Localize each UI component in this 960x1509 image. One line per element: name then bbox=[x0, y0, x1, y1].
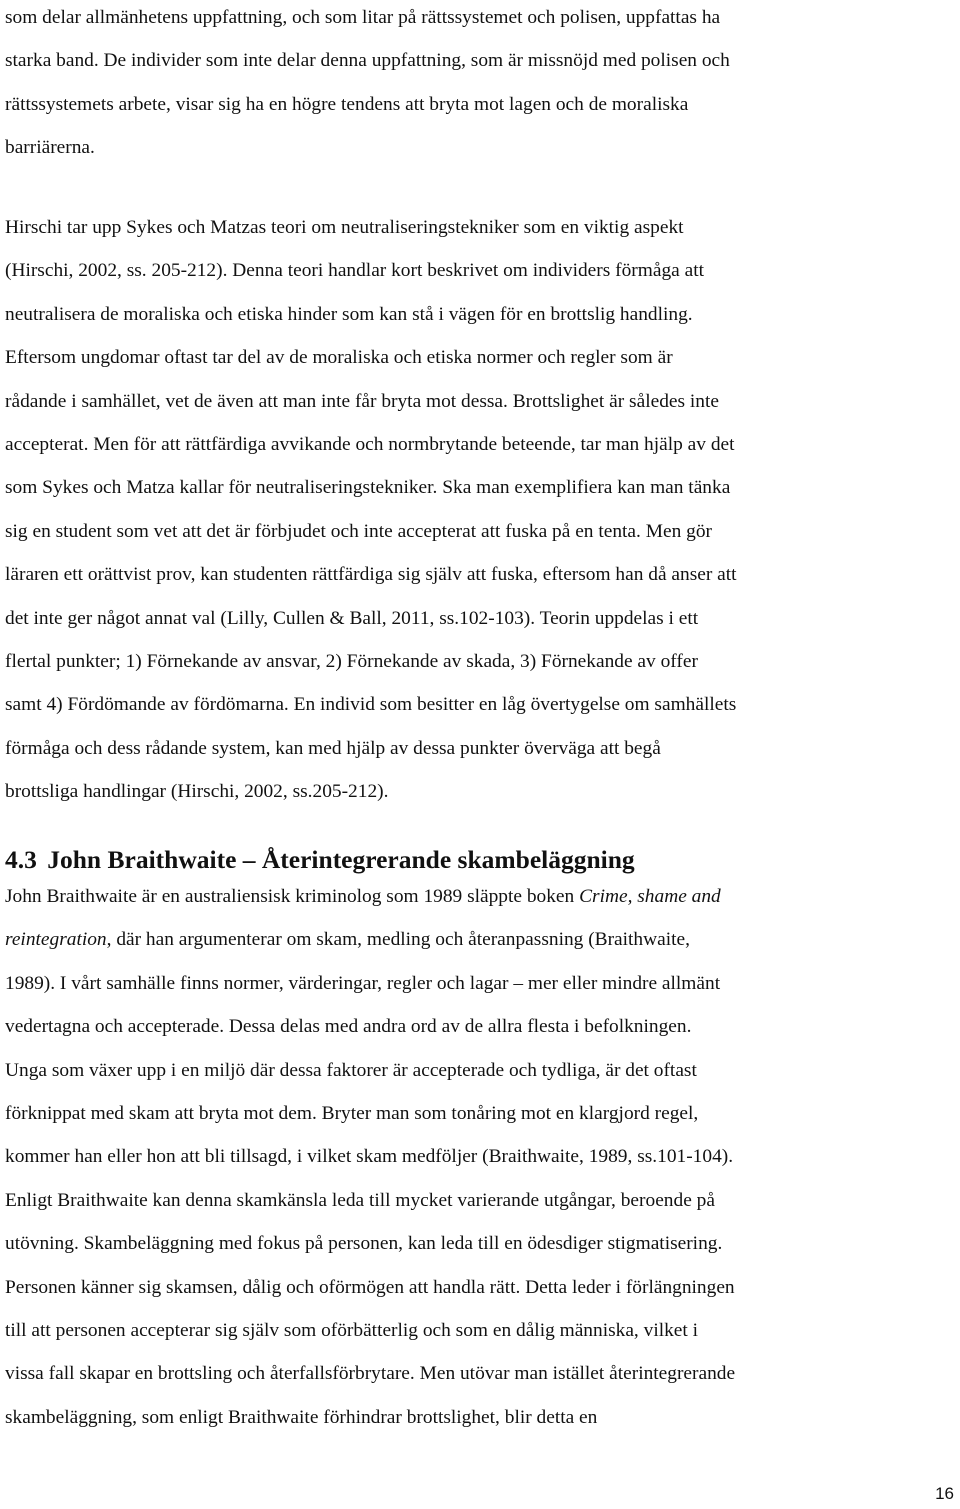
paragraph bbox=[5, 0, 955, 170]
text-line: barriärerna. bbox=[5, 137, 95, 159]
text-line: brottsliga handlingar (Hirschi, 2002, ss.205-212). bbox=[5, 781, 389, 803]
text-line: Enligt Braithwaite kan denna skamkänsla leda till mycket varierande utgångar, beroende på bbox=[5, 1189, 715, 1211]
text-line: vissa fall skapar en brottsling och återfallsförbrytare. Men utövar man istället återintegrerande bbox=[5, 1363, 736, 1385]
section-number: 4.3 bbox=[5, 845, 37, 874]
text-line: accepterat. Men för att rättfärdiga avvikande och normbrytande beteende, tar man hjälp av det bbox=[5, 434, 735, 456]
book-title: Crime, shame and bbox=[579, 886, 721, 907]
text-line: Hirschi tar upp Sykes och Matzas teori om neutraliseringstekniker som en viktig aspekt bbox=[5, 217, 684, 238]
text-line: sig en student som vet att det är förbjudet och inte accepterat att fuska på en tenta. Men gör bbox=[5, 520, 712, 542]
section-heading bbox=[5, 843, 955, 877]
text-line: flertal punkter; 1) Förnekande av ansvar, 2) Förnekande av skada, 3) Förnekande av offer bbox=[5, 651, 698, 673]
text-line: samt 4) Fördömande av fördömarna. En individ som besitter en låg övertygelse om samhällets bbox=[5, 694, 737, 716]
paragraph bbox=[5, 875, 955, 1439]
text-line bbox=[5, 918, 955, 961]
text-line: förknippat med skam att bryta mot dem. Bryter man som tonåring mot en klargjord regel, bbox=[5, 1103, 699, 1125]
text-line: vedertagna och accepterade. Dessa delas med andra ord av de allra flesta i befolkningen. bbox=[5, 1016, 692, 1038]
section-title: John Braithwaite – Återintegrerande skambeläggning bbox=[47, 845, 635, 874]
text-line: (Hirschi, 2002, ss. 205-212). Denna teori handlar kort beskrivet om individers förmåga att bbox=[5, 260, 704, 282]
text-line: Unga som växer upp i en miljö där dessa faktorer är accepterade och tydliga, är det oftast bbox=[5, 1059, 697, 1081]
book-title: reintegration bbox=[5, 929, 107, 951]
text-line: utövning. Skambeläggning med fokus på personen, kan leda till en ödesdiger stigmatisering. bbox=[5, 1233, 723, 1255]
text-line: till att personen accepterar sig själv som oförbätterlig och som en dålig människa, vilket i bbox=[5, 1320, 699, 1342]
text-line: förmåga och dess rådande system, kan med hjälp av dessa punkter överväga att begå bbox=[5, 737, 661, 759]
text-line: rättssystemets arbete, visar sig ha en högre tendens att bryta mot lagen och de moraliska bbox=[5, 93, 689, 115]
text-line bbox=[5, 875, 955, 918]
text-line: kommer han eller hon att bli tillsagd, i vilket skam medföljer (Braithwaite, 1989, ss.101-104). bbox=[5, 1146, 734, 1168]
text-run: , där han argumenterar om skam, medling och återanpassning (Braithwaite, bbox=[106, 929, 690, 951]
text-line: som delar allmänhetens uppfattning, och som litar på rättssystemet och polisen, uppfattas ha bbox=[5, 7, 721, 28]
text-line: Eftersom ungdomar oftast tar del av de moraliska och etiska normer och regler som är bbox=[5, 347, 673, 369]
text-line: neutralisera de moraliska och etiska hinder som kan stå i vägen för en brottslig handling. bbox=[5, 303, 693, 325]
text-line: rådande i samhället, vet de även att man inte får bryta mot dessa. Brottslighet är således inte bbox=[5, 390, 719, 412]
text-line: läraren ett orättvist prov, kan studenten rättfärdiga sig själv att fuska, eftersom han då anser att bbox=[5, 564, 737, 586]
text-line: som Sykes och Matza kallar för neutraliseringstekniker. Ska man exemplifiera kan man tänka bbox=[5, 477, 731, 499]
text-line: Personen känner sig skamsen, dålig och oförmögen att handla rätt. Detta leder i förlängningen bbox=[5, 1276, 735, 1298]
text-line: 1989). I vårt samhälle finns normer, värderingar, regler och lagar – mer eller mindre allmänt bbox=[5, 972, 721, 994]
text-line: starka band. De individer som inte delar denna uppfattning, som är missnöjd med polisen och bbox=[5, 50, 730, 72]
text-line: skambeläggning, som enligt Braithwaite förhindrar brottslighet, blir detta en bbox=[5, 1406, 598, 1428]
paragraph bbox=[5, 206, 955, 814]
text-run: John Braithwaite är en australiensisk kriminolog som 1989 släppte boken bbox=[5, 886, 580, 907]
text-line: det inte ger något annat val (Lilly, Cullen & Ball, 2011, ss.102-103). Teorin uppdelas i ett bbox=[5, 607, 699, 629]
page-number: 16 bbox=[935, 1484, 954, 1503]
